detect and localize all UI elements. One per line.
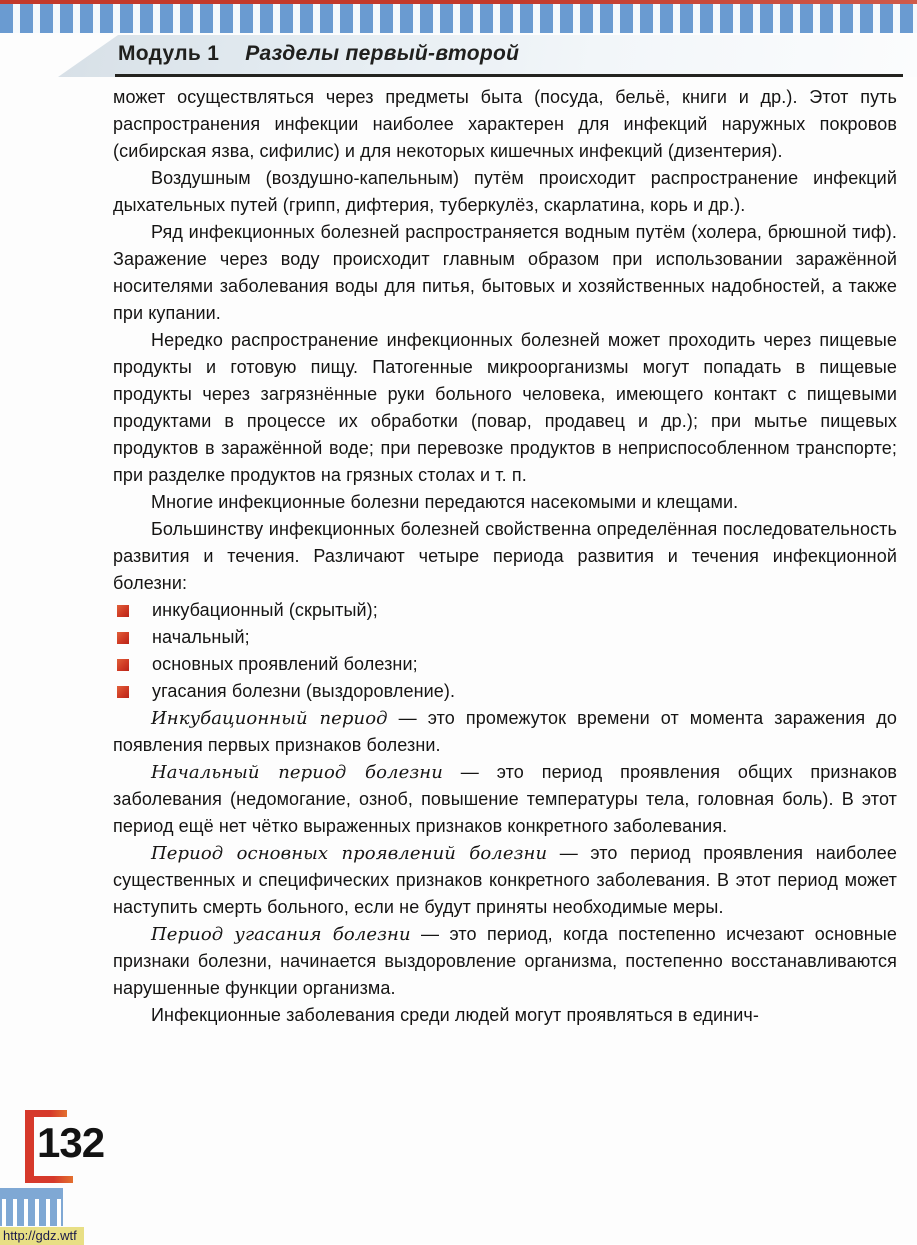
- paragraph: Ряд инфекционных болезней распространяется водным путём (холера, брюшной тиф). Заражение через воду происходит главным образом при использовании заражённой носителями заболевания воды для питья, бытовых и хозяйственных надобностей, а также при купании.: [113, 222, 897, 323]
- bottom-left-stripes: [2, 1199, 62, 1226]
- definition-term: Период основных проявлений болезни: [151, 843, 548, 864]
- paragraph: Воздушным (воздушно-капельным) путём происходит распространение инфекций дыхательных путей (грипп, дифтерия, туберкулёз, скарлатина, корь и др.).: [113, 168, 897, 215]
- page-number: 132: [37, 1119, 105, 1166]
- watermark-url: http://gdz.wtf: [0, 1227, 84, 1245]
- header-module-label: Модуль 1: [118, 42, 220, 65]
- paragraph: Инфекционные заболевания среди людей могут проявляться в единич-: [151, 1005, 759, 1025]
- disease-periods-list: [113, 597, 897, 705]
- bottom-left-blue-block: [0, 1188, 63, 1226]
- top-stripes-border: [0, 4, 917, 33]
- page-number-bracket-bottom: [25, 1176, 73, 1183]
- text-column: [113, 84, 897, 1029]
- definition-paragraph: [113, 921, 897, 1002]
- definition-body: — это период, когда постепенно исчезают основные признаки болезни, начинается выздоровление организма, постепенно восстанавливаются нарушенные функции организма.: [113, 924, 897, 998]
- definition-term: Начальный период болезни: [151, 762, 443, 783]
- definition-paragraph: [113, 759, 897, 840]
- list-item-text: инкубационный (скрытый);: [152, 600, 378, 620]
- list-item-text: угасания болезни (выздоровление).: [152, 681, 456, 701]
- list-item-text: основных проявлений болезни;: [152, 654, 418, 674]
- definition-body: — это период проявления наиболее существенных и специфических признаков конкретного заболевания. В этот период может наступить смерть больного, если не будут приняты необходимые меры.: [113, 843, 897, 917]
- red-square-bullet-icon: [117, 659, 129, 671]
- definition-body: — это промежуток времени от момента заражения до появления первых признаков болезни.: [113, 708, 897, 755]
- definition-term: Период угасания болезни: [151, 924, 411, 945]
- paragraph: Нередко распространение инфекционных болезней может проходить через пищевые продукты и готовую пищу. Патогенные микроорганизмы могут попадать в пищевые продукты через загрязнённые руки больного человека, имеющего контакт с пищевыми продуктами в процессе их обработки (повар, продавец и др.); при мытье пищевых продуктов в заражённой воде; при перевозке продуктов в неприспособленном транспорте; при разделке продуктов на грязных столах и т. п.: [113, 330, 897, 485]
- definition-body: — это период проявления общих признаков заболевания (недомогание, озноб, повышение температуры тела, головная боль). В этот период ещё нет чётко выраженных признаков конкретного заболевания.: [113, 762, 898, 836]
- page-header: [118, 42, 897, 66]
- definition-term: Инкубационный период: [151, 708, 388, 729]
- list-item: [113, 651, 897, 678]
- list-item: [113, 597, 897, 624]
- page-number-bracket: [25, 1110, 34, 1183]
- red-square-bullet-icon: [117, 686, 129, 698]
- header-rule: [115, 74, 903, 77]
- paragraph: Многие инфекционные болезни передаются насекомыми и клещами.: [151, 492, 739, 512]
- list-item: [113, 624, 897, 651]
- red-square-bullet-icon: [117, 632, 129, 644]
- red-square-bullet-icon: [117, 605, 129, 617]
- list-item-text: начальный;: [152, 627, 250, 647]
- definition-paragraph: [113, 705, 897, 759]
- paragraph-continuation: может осуществляться через предметы быта (посуда, бельё, книги и др.). Этот путь распространения инфекции наиболее характерен для инфекций наружных покровов (сибирская язва, сифилис) и для некоторых кишечных инфекций (дизентерия).: [113, 87, 897, 161]
- header-section-title: Разделы первый-второй: [245, 42, 520, 65]
- paragraph: Большинству инфекционных болезней свойственна определённая последовательность развития и течения. Различают четыре периода развития и течения инфекционной болезни:: [113, 519, 897, 593]
- page-number-bracket-top: [25, 1110, 67, 1117]
- definition-paragraph: [113, 840, 897, 921]
- list-item: [113, 678, 897, 705]
